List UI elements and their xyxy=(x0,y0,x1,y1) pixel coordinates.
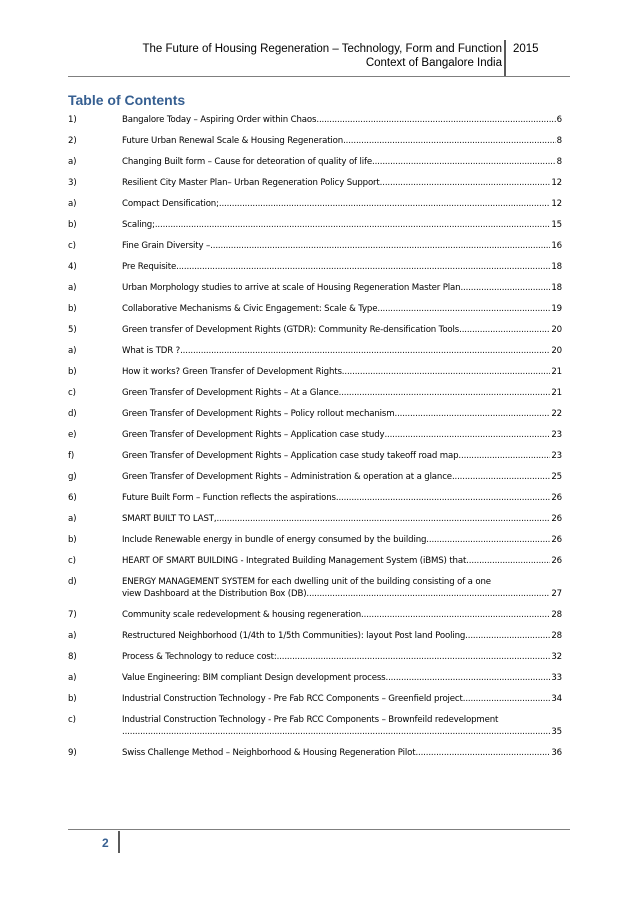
toc-leader-dots xyxy=(394,408,550,420)
toc-entry[interactable] xyxy=(68,534,562,555)
toc-entry-page: 32 xyxy=(551,652,562,662)
toc-entry[interactable] xyxy=(68,198,562,219)
toc-entry[interactable] xyxy=(68,714,562,747)
toc-entry-number: e) xyxy=(68,430,77,440)
toc-entry-number: c) xyxy=(68,556,76,566)
toc-leader-dots xyxy=(426,534,550,546)
header-year: 2015 xyxy=(513,43,539,55)
toc-entry-page: 23 xyxy=(551,430,562,440)
toc-entry-title: Green Transfer of Development Rights – Policy rollout mechanism xyxy=(122,409,395,419)
toc-leader-dots xyxy=(336,492,551,504)
toc-entry-page: 33 xyxy=(551,673,562,683)
toc-entry-page: 26 xyxy=(551,493,562,503)
toc-leader-dots xyxy=(277,651,551,663)
toc-entry-page: 34 xyxy=(551,694,562,704)
toc-entry-page: 26 xyxy=(551,556,562,566)
toc-entry-page: 25 xyxy=(551,472,562,482)
toc-entry-number: b) xyxy=(68,304,77,314)
toc-leader-dots xyxy=(468,630,551,642)
toc-leader-dots xyxy=(377,303,550,315)
toc-entry-page: 18 xyxy=(551,283,562,293)
footer-rule xyxy=(68,829,570,830)
toc-entry-title: Green Transfer of Development Rights – Application case study xyxy=(122,430,385,440)
toc-entry-title: Green Transfer of Development Rights – Application case study takeoff road map. xyxy=(122,451,461,461)
toc-entry-number: 8) xyxy=(68,652,77,662)
toc-entry-number: a) xyxy=(68,631,77,641)
toc-entry-page: 26 xyxy=(551,514,562,524)
toc-entry-title: Compact Densification; xyxy=(122,199,219,209)
toc-entry[interactable] xyxy=(68,156,562,177)
toc-entry-title: Collaborative Mechanisms & Civic Engagement: Scale & Type xyxy=(122,304,378,314)
toc-leader-dots xyxy=(415,747,550,759)
toc-entry[interactable] xyxy=(68,114,562,135)
toc-entry[interactable] xyxy=(68,135,562,156)
toc-entry-number: 7) xyxy=(68,610,77,620)
toc-entry[interactable] xyxy=(68,345,562,366)
toc-leader-dots xyxy=(364,609,551,621)
toc-entry-title: HEART OF SMART BUILDING - Integrated Building Management System (iBMS) that xyxy=(122,556,467,566)
toc-entry-number: 4) xyxy=(68,262,77,272)
page-number-divider xyxy=(118,831,120,853)
header-title-line1: The Future of Housing Regeneration – Technology, Form and Function xyxy=(142,43,502,55)
toc-leader-dots xyxy=(452,471,550,483)
toc-entry-title: SMART BUILT TO LAST, xyxy=(122,514,217,524)
toc-entry-number: a) xyxy=(68,199,77,209)
toc-entry-number: c) xyxy=(68,388,76,398)
toc-leader-dots xyxy=(466,555,550,567)
toc-entry-number: b) xyxy=(68,220,77,230)
toc-entry[interactable] xyxy=(68,324,562,345)
toc-entry[interactable] xyxy=(68,429,562,450)
toc-entry-number: a) xyxy=(68,283,77,293)
toc-entry-page: 35 xyxy=(551,727,562,737)
toc-entry-title: Green Transfer of Development Rights – Administration & operation at a glance xyxy=(122,472,452,482)
toc-leader-dots xyxy=(461,450,550,462)
toc-entry-number: d) xyxy=(68,577,77,587)
toc-leader-dots xyxy=(339,387,551,399)
toc-entry[interactable] xyxy=(68,261,562,282)
toc-entry-page: 36 xyxy=(551,748,562,758)
toc-entry-number: a) xyxy=(68,157,77,167)
toc-entry[interactable] xyxy=(68,240,562,261)
toc-entry-page: 8 xyxy=(556,157,562,167)
toc-leader-dots xyxy=(384,429,550,441)
toc-leader-dots xyxy=(343,135,556,147)
toc-entry[interactable] xyxy=(68,177,562,198)
toc-entry-title: Bangalore Today – Aspiring Order within Chaos xyxy=(122,115,317,125)
toc-entry[interactable] xyxy=(68,630,562,651)
toc-entry[interactable] xyxy=(68,609,562,630)
page-header xyxy=(68,40,570,77)
toc-entry[interactable] xyxy=(68,555,562,576)
header-title xyxy=(62,42,502,70)
toc-entry-number: 1) xyxy=(68,115,77,125)
toc-leader-dots xyxy=(122,726,550,738)
toc-entry-title: Fine Grain Diversity – xyxy=(122,241,211,251)
toc-entry[interactable] xyxy=(68,408,562,429)
toc-entry-number: b) xyxy=(68,367,77,377)
toc-leader-dots xyxy=(309,588,550,600)
toc-entry[interactable] xyxy=(68,492,562,513)
toc-leader-dots xyxy=(219,198,551,210)
toc-entry-page: 15 xyxy=(551,220,562,230)
toc-entry-number: a) xyxy=(68,346,77,356)
toc-entry[interactable] xyxy=(68,471,562,492)
toc-entry-title: Future Built Form – Function reflects the aspirations xyxy=(122,493,336,503)
toc-entry-title: view Dashboard at the Distribution Box (DB). xyxy=(122,589,310,599)
toc-entry-title: Process & Technology to reduce cost: xyxy=(122,652,277,662)
toc-entry-page: 12 xyxy=(551,199,562,209)
toc-entry[interactable] xyxy=(68,387,562,408)
toc-leader-dots xyxy=(180,345,550,357)
toc-entry-title: Urban Morphology studies to arrive at scale of Housing Regeneration Master Plan xyxy=(122,283,461,293)
toc-leader-dots xyxy=(216,513,550,525)
toc-leader-dots xyxy=(316,114,555,126)
toc-entry-page: 27 xyxy=(551,589,562,599)
toc-entry-title: Scaling; xyxy=(122,220,155,230)
toc-entry[interactable] xyxy=(68,303,562,324)
toc-entry[interactable] xyxy=(68,576,562,609)
toc-entry[interactable] xyxy=(68,219,562,240)
toc-entry-title: Green Transfer of Development Rights – At a Glance xyxy=(122,388,339,398)
toc-leader-dots xyxy=(386,672,551,684)
toc-entry-number: d) xyxy=(68,409,77,419)
toc-entry-page: 6 xyxy=(556,115,562,125)
toc-entry[interactable] xyxy=(68,282,562,303)
toc-entry-page: 16 xyxy=(551,241,562,251)
toc-leader-dots xyxy=(372,156,556,168)
toc-entry-number: b) xyxy=(68,694,77,704)
toc-entry-page: 18 xyxy=(551,262,562,272)
toc-entry-number: 3) xyxy=(68,178,77,188)
toc-entry-page: 26 xyxy=(551,535,562,545)
toc-leader-dots xyxy=(155,219,551,231)
toc-entry-title: Industrial Construction Technology - Pre Fab RCC Components – Brownfeild redevelopment xyxy=(122,715,499,725)
table-of-contents xyxy=(68,114,562,768)
toc-entry-title: Restructured Neighborhood (1/4th to 1/5th Communities): layout Post land Pooling. xyxy=(122,631,468,641)
toc-entry-number: 9) xyxy=(68,748,77,758)
header-title-line2: Context of Bangalore India xyxy=(365,57,502,69)
toc-leader-dots xyxy=(210,240,550,252)
toc-entry-page: 28 xyxy=(551,610,562,620)
toc-entry-page: 21 xyxy=(551,367,562,377)
toc-entry-page: 28 xyxy=(551,631,562,641)
toc-entry-page: 21 xyxy=(551,388,562,398)
toc-entry-title: ENERGY MANAGEMENT SYSTEM for each dwelling unit of the building consisting of a one xyxy=(122,577,491,587)
toc-entry-title: How it works? Green Transfer of Development Rights. xyxy=(122,367,345,377)
toc-entry-page: 12 xyxy=(551,178,562,188)
toc-entry-number: 5) xyxy=(68,325,77,335)
header-divider xyxy=(504,40,506,76)
toc-entry[interactable] xyxy=(68,651,562,672)
toc-entry-title: Changing Built form – Cause for deteoration of quality of life xyxy=(122,157,373,167)
toc-entry-number: f) xyxy=(68,451,75,461)
toc-entry-title: Industrial Construction Technology - Pre Fab RCC Components – Greenfield project xyxy=(122,694,463,704)
toc-entry-title: Community scale redevelopment & housing regeneration. xyxy=(122,610,364,620)
toc-entry-title: Future Urban Renewal Scale & Housing Regeneration xyxy=(122,136,344,146)
toc-leader-dots xyxy=(380,177,551,189)
toc-entry-page: 20 xyxy=(551,325,562,335)
toc-entry-title: Swiss Challenge Method – Neighborhood & Housing Regeneration Pilot xyxy=(122,748,416,758)
toc-entry-page: 23 xyxy=(551,451,562,461)
toc-entry-number: a) xyxy=(68,673,77,683)
toc-leader-dots xyxy=(459,324,550,336)
toc-entry-title: Include Renewable energy in bundle of energy consumed by the building xyxy=(122,535,427,545)
toc-entry-page: 22 xyxy=(551,409,562,419)
toc-entry-number: b) xyxy=(68,535,77,545)
toc-entry[interactable] xyxy=(68,747,562,768)
toc-entry-title: Value Engineering: BIM compliant Design development process xyxy=(122,673,386,683)
toc-entry-title: Pre Requisite xyxy=(122,262,177,272)
toc-title: Table of Contents xyxy=(68,92,186,108)
toc-leader-dots xyxy=(176,261,550,273)
toc-entry-page: 19 xyxy=(551,304,562,314)
toc-leader-dots xyxy=(463,693,551,705)
toc-leader-dots xyxy=(344,366,550,378)
toc-entry[interactable] xyxy=(68,450,562,471)
toc-entry-title: What is TDR ? xyxy=(122,346,181,356)
toc-entry-number: 6) xyxy=(68,493,77,503)
toc-entry-page: 20 xyxy=(551,346,562,356)
toc-entry[interactable] xyxy=(68,693,562,714)
toc-entry-number: 2) xyxy=(68,136,77,146)
toc-entry-page: 8 xyxy=(556,136,562,146)
page-number: 2 xyxy=(102,836,109,850)
toc-entry-number: c) xyxy=(68,715,76,725)
toc-entry-number: g) xyxy=(68,472,77,482)
toc-entry-number: a) xyxy=(68,514,77,524)
toc-entry-title: Green transfer of Development Rights (GTDR): Community Re-densification Tools xyxy=(122,325,460,335)
toc-entry[interactable] xyxy=(68,513,562,534)
toc-entry[interactable] xyxy=(68,366,562,387)
toc-entry[interactable] xyxy=(68,672,562,693)
toc-entry-number: c) xyxy=(68,241,76,251)
toc-leader-dots xyxy=(460,282,550,294)
toc-entry-title: Resilient City Master Plan– Urban Regeneration Policy Support xyxy=(122,178,380,188)
